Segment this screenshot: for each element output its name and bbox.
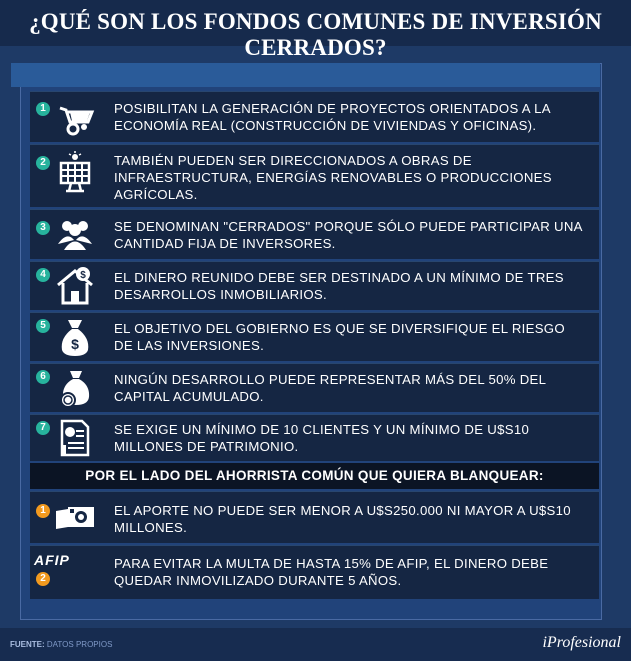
item-number: 1 <box>36 102 50 116</box>
list-item <box>30 545 599 599</box>
item-text: PARA EVITAR LA MULTA DE HASTA 15% DE AFIP, EL DINERO DEBE QUEDAR INMOVILIZADO DURANTE 5 AÑOS. <box>114 556 549 588</box>
list-item <box>30 363 599 412</box>
list-item <box>30 209 599 259</box>
source-label: FUENTE: <box>10 640 45 649</box>
coins-bag-icon <box>54 367 96 409</box>
item-text: SE EXIGE UN MÍNIMO DE 10 CLIENTES Y UN MÍNIMO DE U$S10 MILLONES DE PATRIMONIO. <box>114 422 530 454</box>
item-number: 2 <box>36 572 50 586</box>
source-text: DATOS PROPIOS <box>46 640 113 649</box>
item-number: 4 <box>36 268 50 282</box>
item-number: 5 <box>36 319 50 333</box>
list-item <box>30 91 599 142</box>
page-title: ¿QUÉ SON LOS FONDOS COMUNES DE INVERSIÓN CERRADOS? <box>29 9 602 60</box>
solar-panel-icon <box>54 151 96 193</box>
list-item <box>30 312 599 361</box>
title-bar <box>0 0 631 60</box>
item-text: EL APORTE NO PUEDE SER MENOR A U$S250.000 NI MAYOR A U$S10 MILLONES. <box>114 503 571 535</box>
document-chart-icon <box>54 417 96 459</box>
section-heading: POR EL LADO DEL AHORRISTA COMÚN QUE QUIERA BLANQUEAR: <box>30 463 599 489</box>
item-number: 7 <box>36 421 50 435</box>
item-text: SE DENOMINAN "CERRADOS" PORQUE SÓLO PUEDE PARTICIPAR UNA CANTIDAD FIJA DE INVERSORES. <box>114 219 583 251</box>
item-number: 6 <box>36 370 50 384</box>
list-item <box>30 414 599 461</box>
item-text: TAMBIÉN PUEDEN SER DIRECCIONADOS A OBRAS DE INFRAESTRUCTURA, ENERGÍAS RENOVABLES O PRODUCCIONES AGRÍCOLAS. <box>114 153 552 202</box>
item-number: 2 <box>36 156 50 170</box>
brand-logo: iProfesional <box>542 634 621 651</box>
money-bag-icon <box>54 316 96 358</box>
cash-icon <box>54 497 96 539</box>
panel-header <box>11 63 600 87</box>
item-number: 1 <box>36 504 50 518</box>
wheelbarrow-icon <box>54 96 96 138</box>
item-number: 3 <box>36 221 50 235</box>
svg-text:$: $ <box>71 336 79 352</box>
list-item <box>30 144 599 207</box>
list-item <box>30 261 599 310</box>
source-note <box>10 640 112 649</box>
item-text: EL DINERO REUNIDO DEBE SER DESTINADO A UN MÍNIMO DE TRES DESARROLLOS INMOBILIARIOS. <box>114 270 564 302</box>
item-text: NINGÚN DESARROLLO PUEDE REPRESENTAR MÁS DEL 50% DEL CAPITAL ACUMULADO. <box>114 372 546 404</box>
people-group-icon <box>54 213 96 255</box>
item-text: POSIBILITAN LA GENERACIÓN DE PROYECTOS ORIENTADOS A LA ECONOMÍA REAL (CONSTRUCCIÓN DE VIVIENDAS Y OFICINAS). <box>114 101 551 133</box>
list-item <box>30 491 599 543</box>
item-text: EL OBJETIVO DEL GOBIERNO ES QUE SE DIVERSIFIQUE EL RIESGO DE LAS INVERSIONES. <box>114 321 565 353</box>
svg-text:$: $ <box>80 270 86 281</box>
afip-logo: AFIP <box>34 552 70 568</box>
house-dollar-icon <box>54 265 96 307</box>
